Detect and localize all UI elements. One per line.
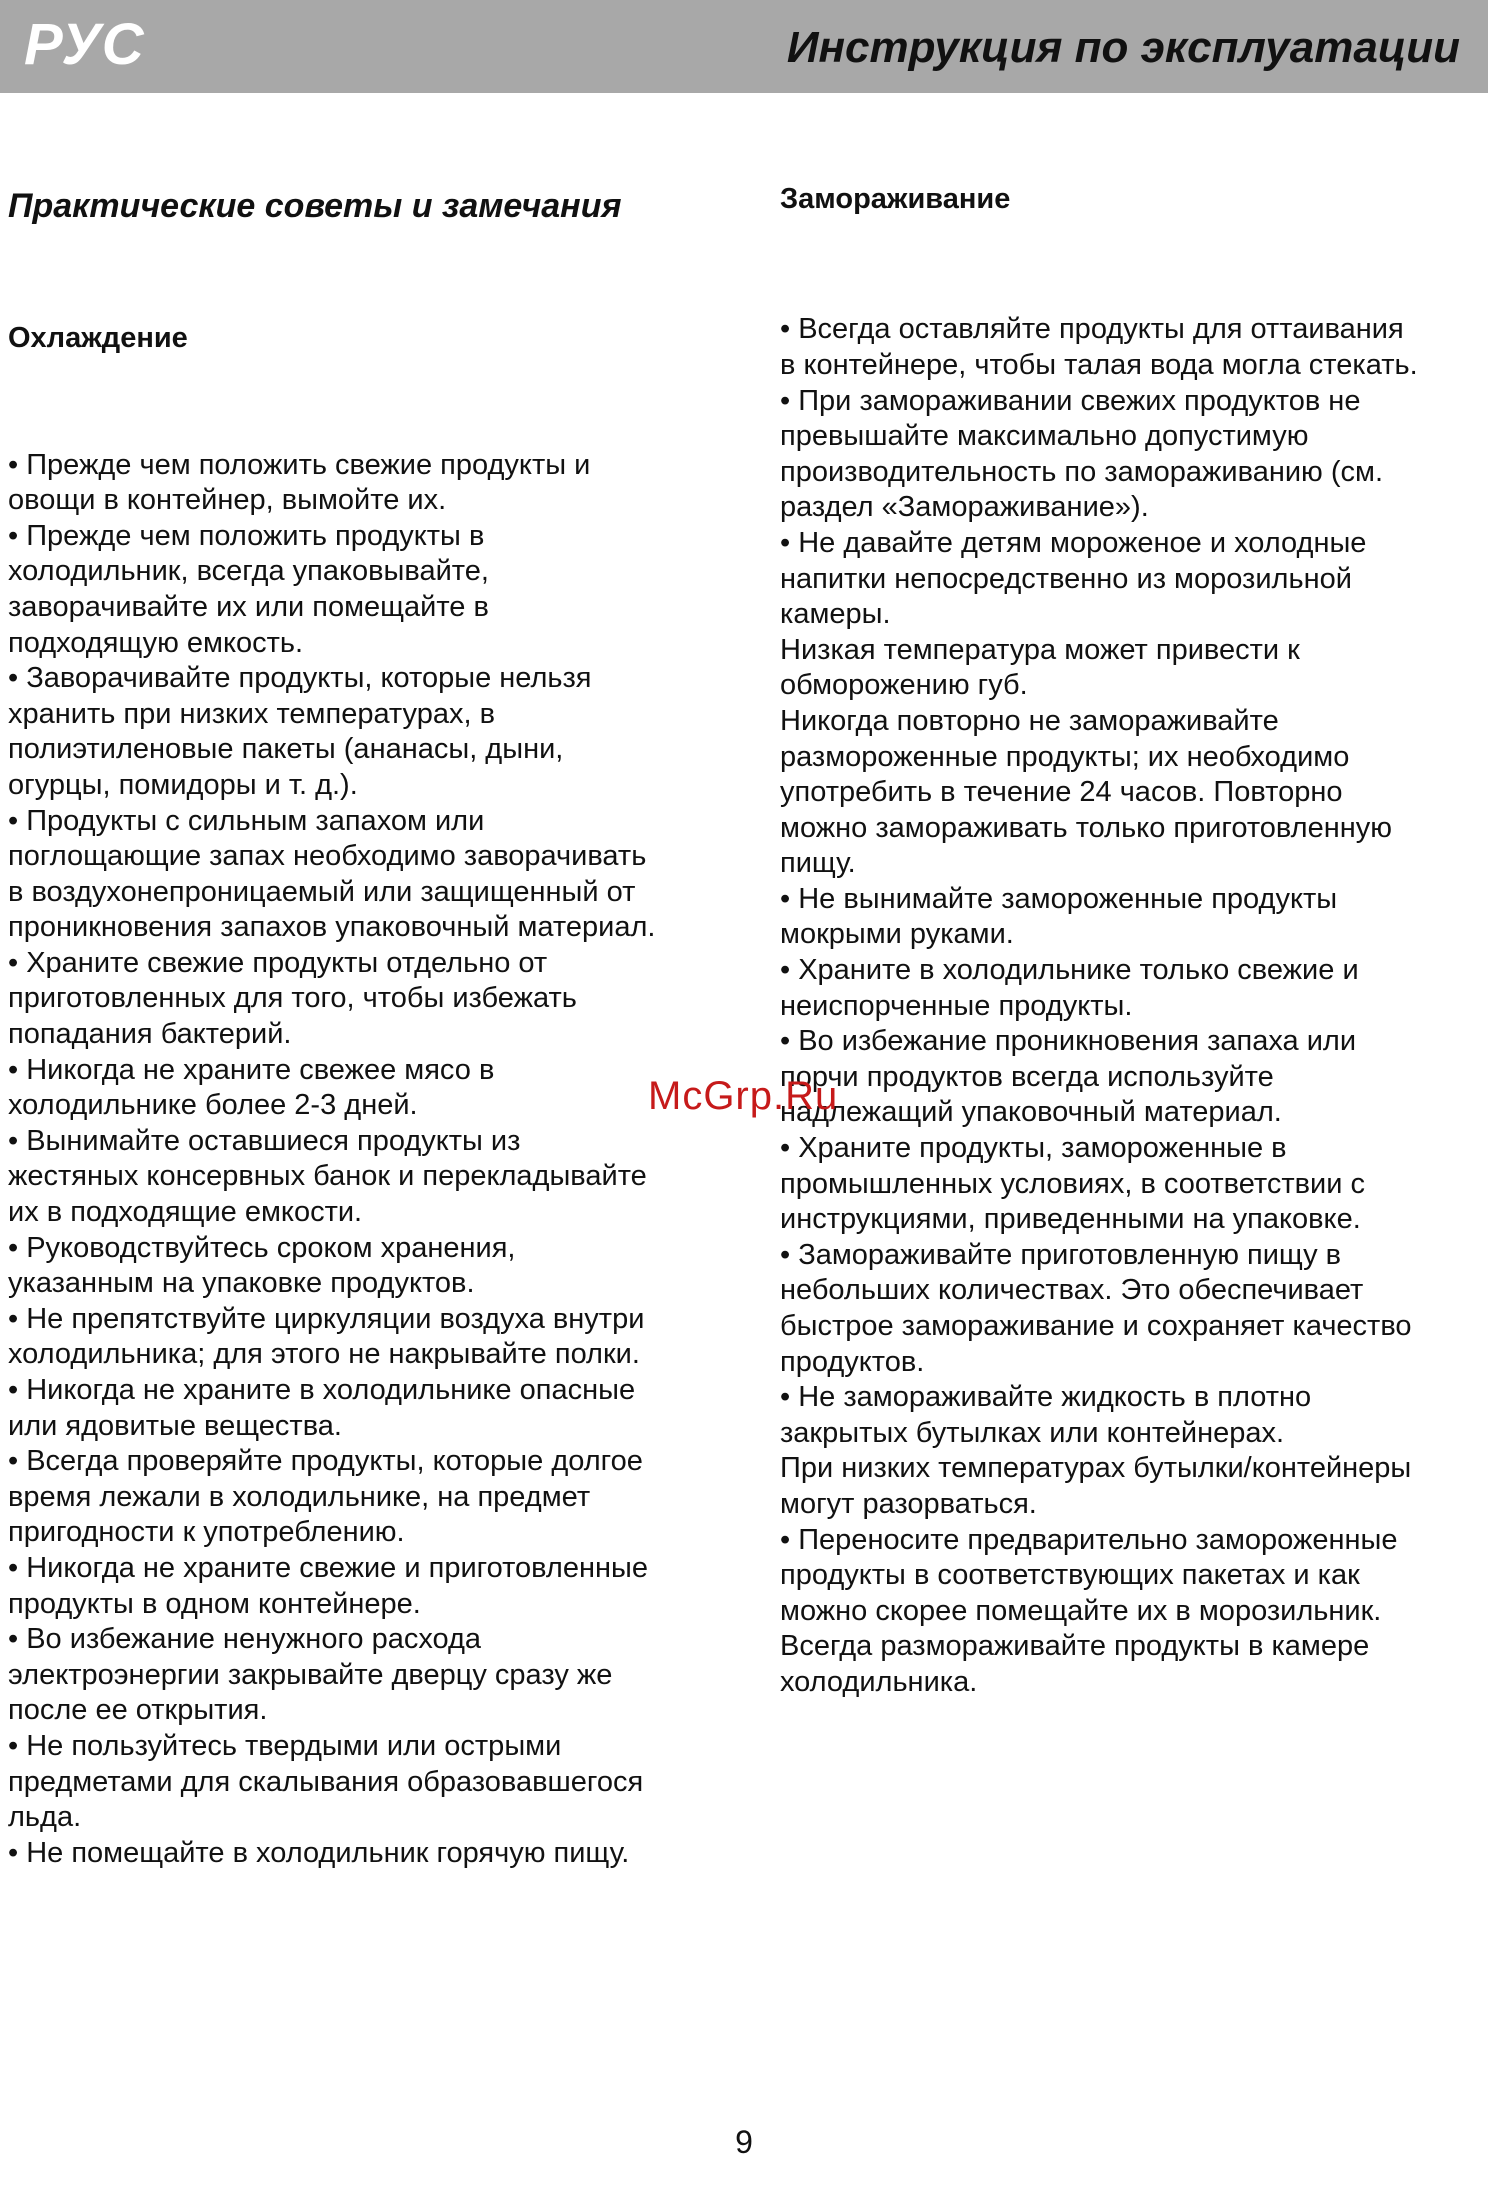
document-title: Инструкция по эксплуатации <box>786 23 1460 72</box>
text-line: жестяных консервных банок и перекладывайте <box>8 1160 647 1193</box>
text-line: • Продукты с сильным запахом или <box>8 804 485 837</box>
text-line: • Всегда проверяйте продукты, которые долгое <box>8 1445 643 1478</box>
text-line: • Никогда не храните свежее мясо в <box>8 1053 495 1086</box>
right-column <box>780 108 1480 1736</box>
freezing-subheading: Замораживание <box>780 183 1011 216</box>
text-line: При низких температурах бутылки/контейнеры <box>780 1452 1412 1485</box>
text-line: указанным на упаковке продуктов. <box>8 1267 475 1300</box>
text-line: электроэнергии закрывайте дверцу сразу же <box>8 1658 613 1691</box>
cooling-tips-list <box>8 448 728 1872</box>
text-line: продуктов. <box>780 1345 925 1378</box>
text-line: Низкая температура может привести к <box>780 633 1300 666</box>
cooling-subheading: Охлаждение <box>8 322 188 355</box>
page-header <box>0 0 1488 93</box>
text-line: • Храните в холодильнике только свежие и <box>780 954 1359 987</box>
text-line: промышленных условиях, в соответствии с <box>780 1167 1365 1200</box>
freezing-tips-list <box>780 312 1480 1700</box>
text-line: • Прежде чем положить продукты в <box>8 519 485 552</box>
text-line: овощи в контейнер, вымойте их. <box>8 484 447 517</box>
text-line: после ее открытия. <box>8 1694 268 1727</box>
text-line: • Не препятствуйте циркуляции воздуха внутри <box>8 1302 645 1335</box>
text-line: превышайте максимально допустимую <box>780 420 1309 453</box>
watermark-text: McGrp.Ru <box>648 1074 839 1118</box>
text-line: пригодности к употреблению. <box>8 1516 405 1549</box>
text-line: время лежали в холодильнике, на предмет <box>8 1480 591 1513</box>
text-line: производительность по замораживанию (см. <box>780 455 1384 488</box>
text-line: полиэтиленовые пакеты (ананасы, дыни, <box>8 733 564 766</box>
text-line: неиспорченные продукты. <box>780 989 1133 1022</box>
text-line: в контейнере, чтобы талая вода могла стекать. <box>780 348 1418 381</box>
text-line: Никогда повторно не замораживайте <box>780 704 1279 737</box>
text-line: • Во избежание ненужного расхода <box>8 1623 482 1656</box>
text-line: закрытых бутылках или контейнерах. <box>780 1416 1285 1449</box>
text-line: • Храните продукты, замороженные в <box>780 1132 1287 1165</box>
text-line: • Не вынимайте замороженные продукты <box>780 882 1338 915</box>
section-title: Практические советы и замечания <box>8 187 622 226</box>
text-line: приготовленных для того, чтобы избежать <box>8 982 577 1015</box>
text-line: инструкциями, приведенными на упаковке. <box>780 1203 1361 1236</box>
text-line: небольших количествах. Это обеспечивает <box>780 1274 1364 1307</box>
text-line: • Во избежание проникновения запаха или <box>780 1025 1357 1058</box>
text-line: употребить в течение 24 часов. Повторно <box>780 776 1343 809</box>
text-line: • При замораживании свежих продуктов не <box>780 384 1361 417</box>
text-line: поглощающие запах необходимо заворачивать <box>8 840 647 873</box>
text-line: раздел «Замораживание»). <box>780 491 1149 524</box>
text-line: • Всегда оставляйте продукты для оттаивания <box>780 313 1404 346</box>
text-line: в воздухонепроницаемый или защищенный от <box>8 875 636 908</box>
text-line: попадания бактерий. <box>8 1018 292 1051</box>
text-line: • Переносите предварительно замороженные <box>780 1523 1398 1556</box>
text-line: холодильнике более 2-3 дней. <box>8 1089 418 1122</box>
text-line: холодильника; для этого не накрывайте полки. <box>8 1338 640 1371</box>
text-line: предметами для скалывания образовавшегося <box>8 1765 644 1798</box>
text-line: • Храните свежие продукты отдельно от <box>8 946 548 979</box>
text-line: их в подходящие емкости. <box>8 1196 363 1229</box>
text-line: проникновения запахов упаковочный материал. <box>8 911 656 944</box>
text-line: надлежащий упаковочный материал. <box>780 1096 1282 1129</box>
text-line: • Руководствуйтесь сроком хранения, <box>8 1231 516 1264</box>
text-line: огурцы, помидоры и т. д.). <box>8 768 358 801</box>
text-line: холодильника. <box>780 1665 978 1698</box>
text-line: размороженные продукты; их необходимо <box>780 740 1350 773</box>
text-line: камеры. <box>780 598 891 631</box>
text-line: • Замораживайте приготовленную пищу в <box>780 1238 1342 1271</box>
text-line: льда. <box>8 1801 82 1834</box>
text-line: хранить при низких температурах, в <box>8 697 495 730</box>
text-line: • Не замораживайте жидкость в плотно <box>780 1381 1312 1414</box>
text-line: пищу. <box>780 847 856 880</box>
text-line: • Прежде чем положить свежие продукты и <box>8 448 591 481</box>
text-line: быстрое замораживание и сохраняет качество <box>780 1310 1412 1342</box>
text-line: обморожению губ. <box>780 669 1028 702</box>
text-line: или ядовитые вещества. <box>8 1409 342 1442</box>
language-label: РУС <box>24 12 145 77</box>
text-line: • Заворачивайте продукты, которые нельзя <box>8 662 592 695</box>
text-line: можно скорее помещайте их в морозильник. <box>780 1594 1382 1627</box>
text-line: Всегда размораживайте продукты в камере <box>780 1630 1370 1663</box>
text-line: • Никогда не храните свежие и приготовленные <box>8 1551 648 1584</box>
page-number: 9 <box>735 2124 753 2160</box>
text-line: мокрыми руками. <box>780 918 1014 951</box>
text-line: • Не помещайте в холодильник горячую пищу. <box>8 1836 630 1869</box>
text-line: продукты в соответствующих пакетах и как <box>780 1559 1360 1592</box>
text-line: • Вынимайте оставшиеся продукты из <box>8 1124 521 1157</box>
text-line: можно замораживать только приготовленную <box>780 811 1393 844</box>
text-line: продукты в одном контейнере. <box>8 1587 421 1620</box>
text-line: заворачивайте их или помещайте в <box>8 590 489 623</box>
text-line: холодильник, всегда упаковывайте, <box>8 555 489 588</box>
text-line: напитки непосредственно из морозильной <box>780 562 1352 595</box>
text-line: подходящую емкость. <box>8 626 304 659</box>
text-line: могут разорваться. <box>780 1487 1037 1520</box>
left-column <box>8 108 728 1907</box>
text-line: порчи продуктов всегда используйте <box>780 1060 1274 1093</box>
text-line: • Никогда не храните в холодильнике опасные <box>8 1374 636 1406</box>
text-line: • Не пользуйтесь твердыми или острыми <box>8 1729 562 1762</box>
text-line: • Не давайте детям мороженое и холодные <box>780 526 1367 559</box>
